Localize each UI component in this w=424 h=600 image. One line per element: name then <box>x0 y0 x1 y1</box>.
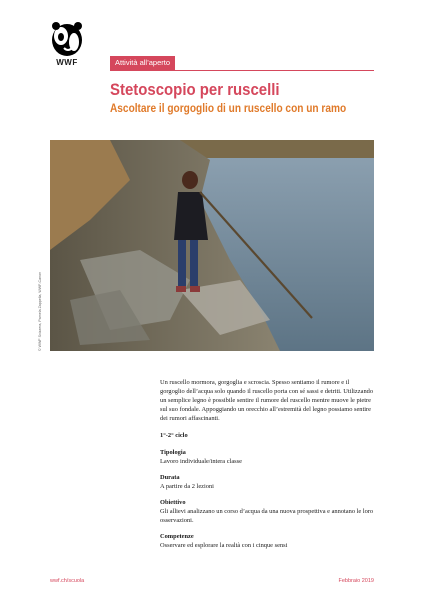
section-heading: Obiettivo <box>160 499 186 506</box>
panda-icon <box>50 22 84 58</box>
footer-date: Febbraio 2019 <box>338 578 374 584</box>
main-content <box>160 378 374 557</box>
footer-website-link[interactable]: wwf.ch/scuola <box>50 578 85 584</box>
section-text: A partire da 2 lezioni <box>160 483 214 490</box>
school-cycle: 1°-2° ciclo <box>160 432 188 439</box>
section-text: Lavoro individuale/intera classe <box>160 458 242 465</box>
section-text: Gli allievi analizzano un corso d’acqua da una nuova prospettiva e annotano le loro osservazioni. <box>160 508 374 524</box>
section-obiettivo <box>160 498 374 525</box>
section-heading: Competenze <box>160 533 194 540</box>
photo-credit: © WWF Svizzera, Pamela Zappella, WWF-Canon <box>38 271 42 351</box>
header-divider <box>110 70 374 71</box>
section-text: Osservare ed esplorare la realtà con i cinque sensi <box>160 542 288 549</box>
river-photo <box>50 140 374 351</box>
page-title: Stetoscopio per ruscelli <box>110 80 280 99</box>
section-competenze <box>160 532 374 550</box>
category-tag: Attività all’aperto <box>110 56 175 70</box>
section-heading: Durata <box>160 474 180 481</box>
section-tipologia <box>160 448 374 466</box>
section-durata <box>160 473 374 491</box>
page-subtitle: Ascoltare il gorgoglio di un ruscello con un ramo <box>110 103 347 115</box>
intro-paragraph: Un ruscello mormora, gorgoglia e scroscia. Spesso sentiamo il rumore e il gorgoglio dell’acqua solo quando il ruscello porta con sé sassi e detriti. Utilizzando un semplice legno è possibile sentire il rumore del ruscello mentre muove le pietre sul suo fondale. Appoggiando un orecchio all’estremità del legno possiamo sentire dei rumori affascinanti. <box>160 379 374 422</box>
logo-text: WWF <box>56 58 78 67</box>
section-heading: Tipologia <box>160 449 186 456</box>
